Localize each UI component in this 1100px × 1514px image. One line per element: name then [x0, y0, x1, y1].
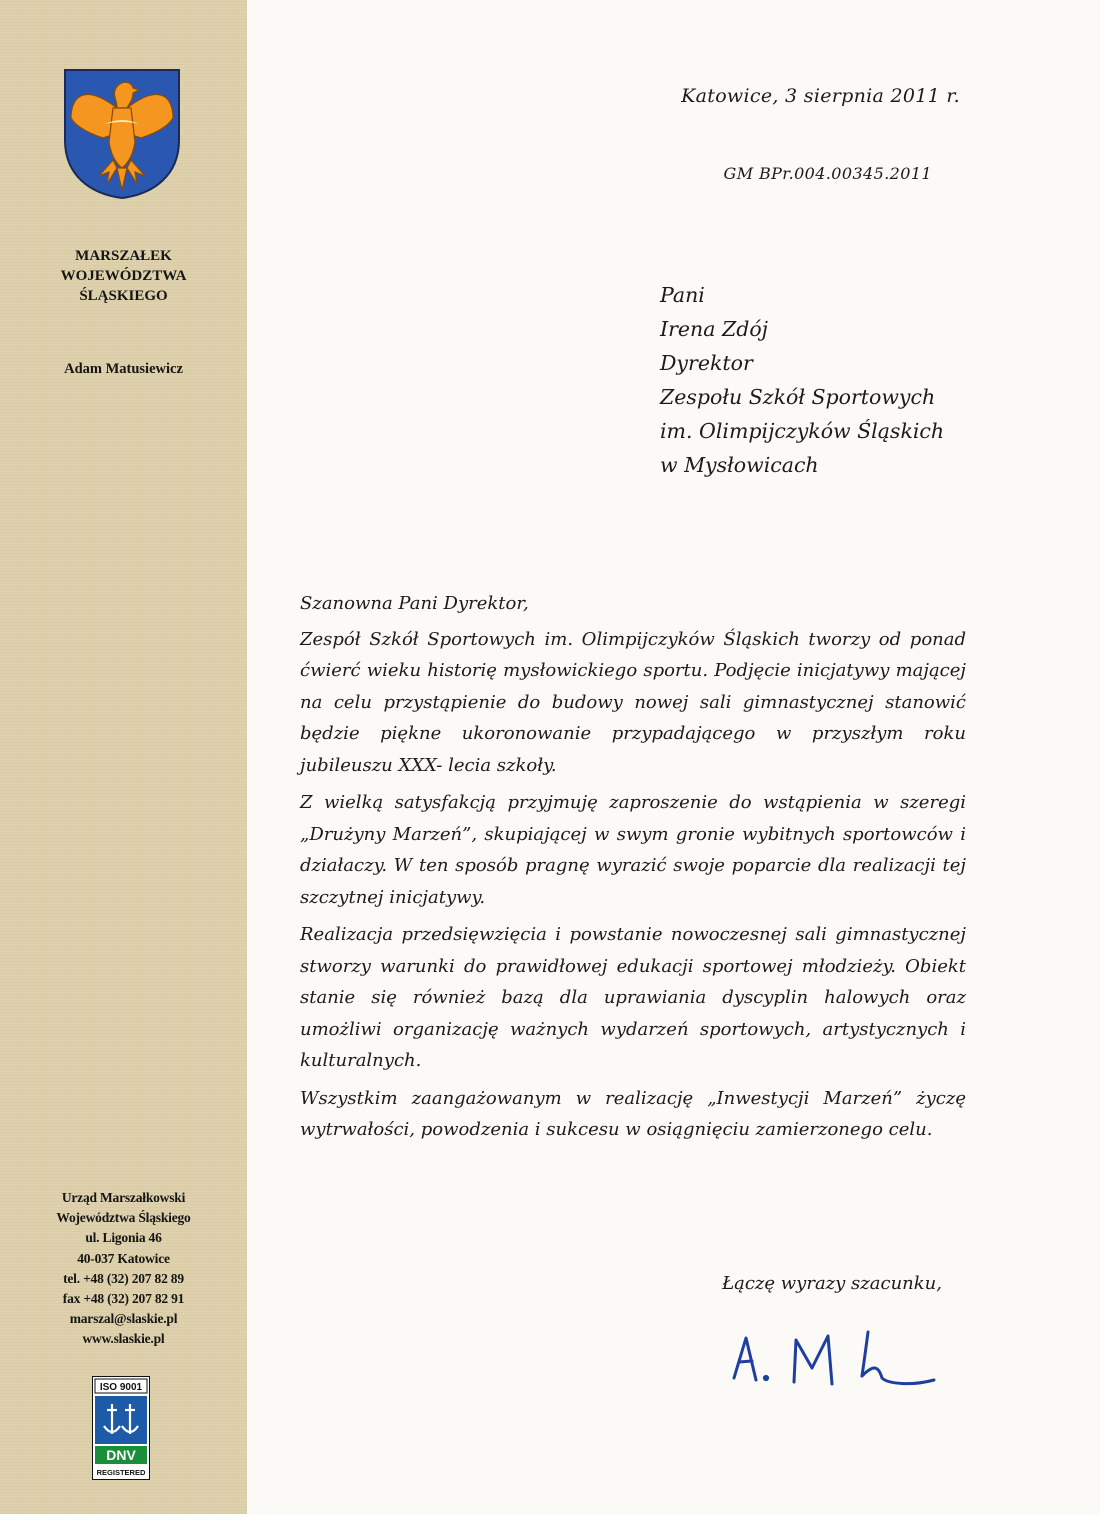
addressee-line: Zespołu Szkół Sportowych: [660, 385, 936, 409]
addressee-line: w Mysłowicach: [660, 453, 819, 477]
addressee-line: Pani: [660, 283, 705, 307]
office-title-line: WOJEWÓDZTWA: [60, 268, 187, 284]
handwritten-signature: [722, 1318, 942, 1418]
office-address: [0, 1188, 247, 1350]
iso-label: ISO 9001: [99, 1382, 143, 1393]
office-title-line: ŚLĄSKIEGO: [79, 288, 168, 304]
addressee-line: im. Olimpijczyków Śląskich: [660, 419, 945, 443]
addressee-line: Dyrektor: [660, 351, 753, 375]
paragraph: Z wielką satysfakcją przyjmuję zaproszenie do wstąpienia w szeregi „Drużyny Marzeń”, skupiającej w swym gronie wybitnych sportowców i działaczy. W ten sposób pragnę wyrazić swoje poparcie dla realizacji tej szczytnej inicjatywy.: [300, 792, 966, 908]
address-line: Urząd Marszałkowski: [61, 1190, 186, 1205]
letterhead-sidebar: [0, 0, 247, 1514]
paragraph: Zespół Szkół Sportowych im. Olimpijczyków Śląskich tworzy od ponad ćwierć wieku historię mysłowickiego sportu. Podjęcie inicjatywy mającej na celu przystąpienie do budowy nowej sali gimnastycznej stanowić będzie piękne ukoronowanie przypadającego w przyszłym roku jubileuszu XXX- lecia szkoły.: [300, 628, 966, 776]
phone-line: tel. +48 (32) 207 82 89: [63, 1270, 184, 1286]
website-line: www.slaskie.pl: [82, 1331, 165, 1347]
office-title-line: MARSZAŁEK: [75, 248, 172, 264]
paragraph: Wszystkim zaangażowanym w realizację „Inwestycji Marzeń” życzę wytrwałości, powodzenia i sukcesu w osiągnięciu zamierzonego celu.: [300, 1087, 966, 1140]
registered-label: REGISTERED: [96, 1468, 146, 1477]
salutation: Szanowna Pani Dyrektor,: [300, 593, 529, 614]
addressee-block: [660, 278, 944, 482]
paragraph: Realizacja przedsięwzięcia i powstanie nowoczesnej sali gimnastycznej stworzy warunki do prawidłowej edukacji sportowej młodzieży. Obiekt stanie się również bazą dla uprawiania dyscyplin halowych oraz umożliwi organizację ważnych wydarzeń sportowych, artystycznych i kulturalnych.: [300, 924, 966, 1071]
marshal-name: Adam Matusiewicz: [64, 361, 183, 377]
address-line: Województwa Śląskiego: [56, 1210, 191, 1226]
iso-certification-badge: [92, 1376, 150, 1480]
email-line: marszal@slaskie.pl: [69, 1311, 178, 1327]
reference-number: GM BPr.004.00345.2011: [723, 164, 932, 183]
addressee-line: Irena Zdój: [660, 317, 769, 341]
fax-line: fax +48 (32) 207 82 91: [62, 1291, 185, 1307]
closing-line: Łączę wyrazy szacunku,: [722, 1273, 942, 1294]
letter-date: Katowice, 3 sierpnia 2011 r.: [681, 85, 960, 107]
dnv-label: DNV: [106, 1447, 136, 1463]
office-title: [0, 246, 247, 306]
silesian-eagle-icon: [63, 68, 181, 200]
letter-body: [300, 588, 966, 1152]
address-line: ul. Ligonia 46: [85, 1230, 162, 1246]
address-line: 40-037 Katowice: [77, 1250, 170, 1266]
